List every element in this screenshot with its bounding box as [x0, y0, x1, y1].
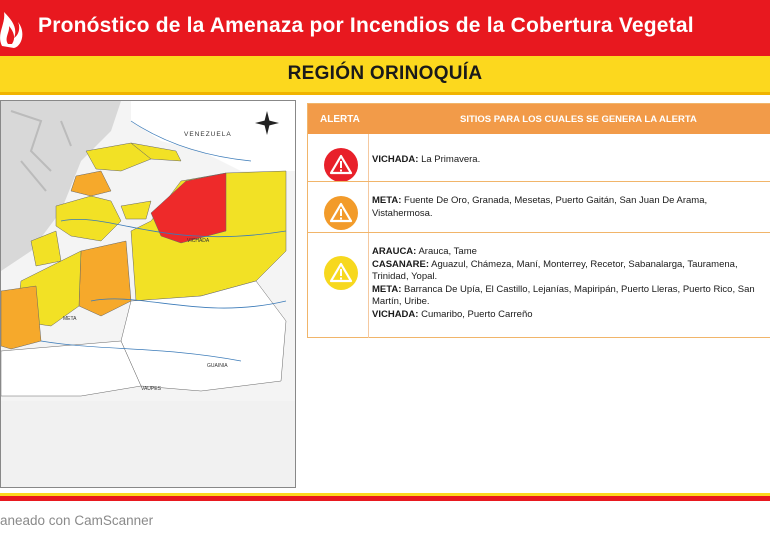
- sites-text: Cumaribo, Puerto Carreño: [421, 308, 533, 320]
- map-country-label: VENEZUELA: [184, 131, 232, 138]
- alert-line: [372, 259, 768, 284]
- map-drawing: [1, 101, 295, 401]
- sites-text: Barranca De Upía, El Castillo, Lejanías, Mapiripán, Puerto Lleras, Puerto Rico, San Martín, Uribe.: [372, 283, 755, 307]
- alert-line: [372, 309, 768, 322]
- department-label: VICHADA:: [372, 308, 419, 320]
- alert-row-yellow: [372, 246, 768, 321]
- sites-text: Fuente De Oro, Granada, Mesetas, Puerto Gaitán, San Juan De Arama, Vistahermosa.: [372, 195, 708, 219]
- map-area-label: GUAINIA: [207, 363, 228, 369]
- department-label: CASANARE:: [372, 258, 429, 270]
- header-banner: [0, 0, 770, 56]
- table-header: [308, 104, 770, 134]
- sites-text: Aguazul, Chámeza, Maní, Monterrey, Recetor, Sabanalarga, Tauramena, Trinidad, Yopal.: [372, 258, 738, 282]
- alert-line: [372, 246, 768, 259]
- page-title: Pronóstico de la Amenaza por Incendios de la Cobertura Vegetal: [38, 14, 694, 37]
- orange-alert-icon: [324, 196, 358, 230]
- map-area-label: META: [63, 316, 77, 322]
- alert-table: [307, 103, 770, 338]
- flame-logo-icon: [0, 6, 26, 50]
- sites-text: Arauca, Tame: [418, 246, 477, 257]
- region-banner: [0, 56, 770, 95]
- department-label: META:: [372, 195, 402, 206]
- region-title: REGIÓN ORINOQUÍA: [287, 63, 483, 84]
- col-header-sites: SITIOS PARA LOS CUALES SE GENERA LA ALERTA: [460, 114, 697, 125]
- department-label: META:: [372, 283, 402, 295]
- scanner-watermark: aneado con CamScanner: [0, 513, 154, 528]
- threat-map: [0, 100, 296, 488]
- col-header-alert: ALERTA: [320, 114, 360, 125]
- alert-line: [372, 284, 768, 309]
- department-label: ARAUCA:: [372, 246, 417, 257]
- yellow-alert-icon: [324, 256, 358, 290]
- alert-row-orange: [372, 195, 770, 220]
- red-alert-icon: [324, 148, 358, 182]
- sites-text: La Primavera.: [421, 154, 481, 165]
- map-area-label: VICHADA: [187, 238, 210, 244]
- footer-stripe-red: [0, 496, 770, 501]
- department-label: VICHADA:: [372, 154, 419, 165]
- map-area-label: VAUPES: [141, 386, 161, 392]
- alert-row-red: [372, 154, 480, 167]
